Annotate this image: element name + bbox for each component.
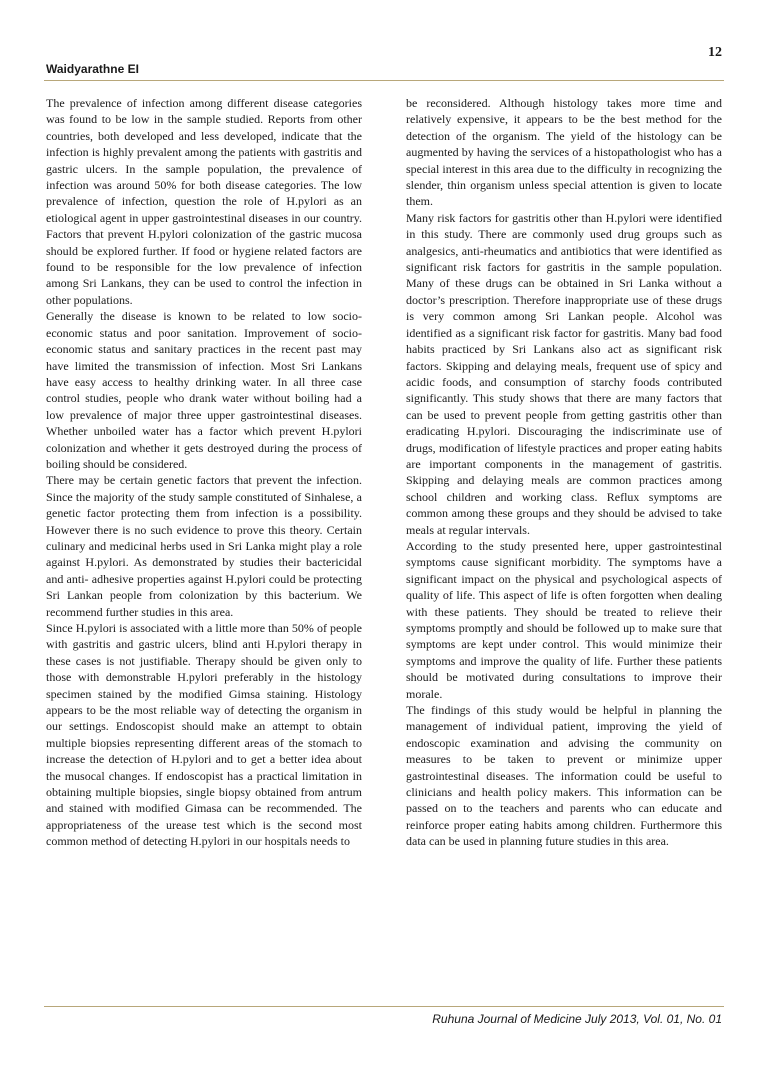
paragraph-quality-of-life: According to the study presented here, upper gastrointestinal symptoms cause significant morbidity. The symptoms have a significant impact on the physical and psychological aspects of quality of life. This aspect of life is often forgotten when dealing with these patients. They should be treated to relieve their symptoms promptly and should be followed up to make sure that symptoms are kept under control. This would minimize their symptoms and improve the quality of life. Further these patients should be motivated during consultations to improve their morale. <box>406 538 722 701</box>
paragraph-risk-factors: Many risk factors for gastritis other than H.pylori were identified in this study. There are commonly used drug groups such as analgesics, anti-rheumatics and antibiotics that were identified as significant risk factors for gastritis in the sample population. Many of these drugs can be obtained in Sri Lanka without a doctor’s prescription. Therefore inappropriate use of these drugs is very common among Sri Lankan people. Alcohol was identified as a significant risk factor for gastritis. Many bad food habits practiced by Sri Lankans also act as significant risk factors. Skipping and delaying meals, frequent use of spicy and acidic foods, and consumption of starchy foods contributed significantly. This study shows that there are many factors that can be used to prevent people from getting gastritis other than eradicating H.pylori. Discouraging the indiscriminate use of drugs, modification of lifestyle practices and proper eating habits are important components in the management of gastritis. Skipping and delaying meals are common practices among school children and working class. Reflux symptoms are common among these groups and they should be advised to take meals at regular intervals. <box>406 210 722 537</box>
paragraph-therapy-histology: Since H.pylori is associated with a little more than 50% of people with gastritis and gastric ulcers, blind anti H.pylori therapy in these cases is not justifiable. Therapy should be given only to those with demonstrable H.pylori preferably in the histology specimen stained by the modified Gimsa staining. Histology appears to be the most reliable way of detecting the organism in our settings. Endoscopist should make an attempt to obtain multiple biopsies representing different areas of the stomach to increase the detection of H.pylori and to get a better idea about the musocal changes. If endoscopist has a practical limitation in obtaining multiple biopsies, single biopsy obtained from antrum and stained with modified Gimasa can be recommended. The appropriateness of the urease test which is the second most common method of detecting H.pylori in our hospitals needs to <box>46 621 362 849</box>
right-column <box>406 95 722 850</box>
paragraph-socioeconomic: Generally the disease is known to be related to low socio-economic status and poor sanitation. Improvement of socio-economic status and sanitary practices in the recent past may have limited the transmission of infection. Most Sri Lankans have easy access to healthy drinking water. In all three case control studies, people who drank water without boiling had a low prevalence of major three upper gastrointestinal diseases. Whether unboiled water has a factor which prevent H.pylori colonization and whether it gets destroyed during the process of boiling should be considered. <box>46 309 362 471</box>
left-column <box>46 95 362 850</box>
running-head-author: Waidyarathne EI <box>46 62 139 76</box>
body-columns <box>46 95 722 850</box>
paragraph-findings: The findings of this study would be helpful in planning the management of individual patient, improving the yield of endoscopic examination and advising the community on measures to be taken to prevent or minimize upper gastrointestinal diseases. The information could be useful to clinicians and health policy makers. This information can be passed on to the teachers and parents who can educate and reinforce proper eating habits among children. Furthermore this data can be used in planning future studies in this area. <box>406 703 722 849</box>
page-number: 12 <box>708 45 722 60</box>
header-rule <box>44 80 724 81</box>
footer-rule <box>44 1006 724 1007</box>
paragraph-histology-cont: be reconsidered. Although histology takes more time and relatively expensive, it appears to be the best method for the detection of the organism. The yield of the histology can be augmented by having the services of a histopathologist who has a special interest in this area due to the difficulty in recognizing the slender, thin organism unless special attention is given to locate them. <box>406 96 722 209</box>
paragraph-prevalence: The prevalence of infection among different disease categories was found to be low in the sample studied. Reports from other countries, both developed and less developed, indicate that the infection is highly prevalent among the patients with gastritis and gastric ulcers. In the sample population, the prevalence of infection was around 50% for both disease categories. The low prevalence of infection, question the role of H.pylori as an etiological agent in upper gastrointestinal diseases in our country. Factors that prevent H.pylori colonization of the gastric mucosa should be explored further. If food or hygiene related factors are found to be responsible for the low prevalence of infection among Sri Lankans, they can be used to control the infection in other populations. <box>46 96 362 307</box>
journal-citation: Ruhuna Journal of Medicine July 2013, Vol. 01, No. 01 <box>432 1012 722 1026</box>
paragraph-genetic-factors: There may be certain genetic factors that prevent the infection. Since the majority of the study sample constituted of Sinhalese, a genetic factor protecting them from infection is a possibility. However there is no such evidence to prove this theory. Certain culinary and medicinal herbs used in Sri Lanka might play a role against H.pylori. As demonstrated by studies their bactericidal and anti- adhesive properties against H.pylori could be protecting Sri Lankan people from colonization by this bacterium. We recommend further studies in this area. <box>46 473 362 619</box>
